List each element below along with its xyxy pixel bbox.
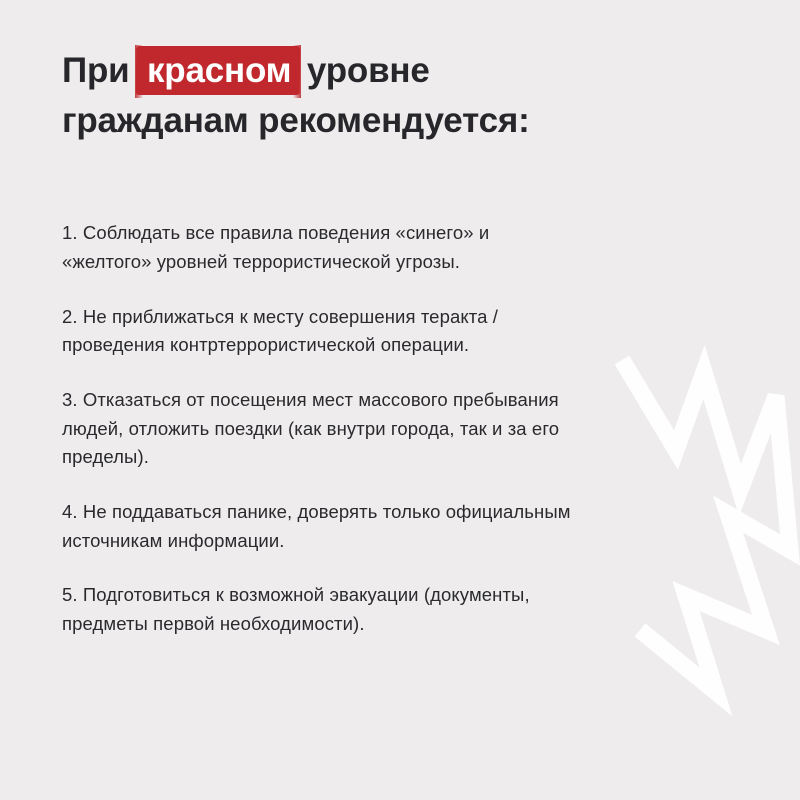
- list-item: 3. Отказаться от посещения мест массового пребывания людей, отложить поездки (как внутри города, так и за его пределы).: [62, 389, 560, 468]
- title-part-after: уровне: [306, 51, 430, 90]
- title-highlight: красном: [139, 46, 297, 96]
- list-item: 4. Не поддаваться панике, доверять только официальным источникам информации.: [62, 501, 571, 551]
- title-part-before: При: [62, 51, 130, 90]
- page-title: [62, 46, 702, 145]
- list-item: 5. Подготовиться к возможной эвакуации (документы, предметы первой необходимости).: [62, 584, 530, 635]
- list-item: 2. Не приближаться к месту совершения теракта / проведения контртеррористической операции.: [62, 305, 498, 356]
- title-line-2: гражданам рекомендуется:: [62, 100, 530, 140]
- recommendation-list: [62, 219, 740, 638]
- list-item: 1. Соблюдать все правила поведения «синего» и «желтого» уровней террористической угрозы.: [62, 222, 490, 273]
